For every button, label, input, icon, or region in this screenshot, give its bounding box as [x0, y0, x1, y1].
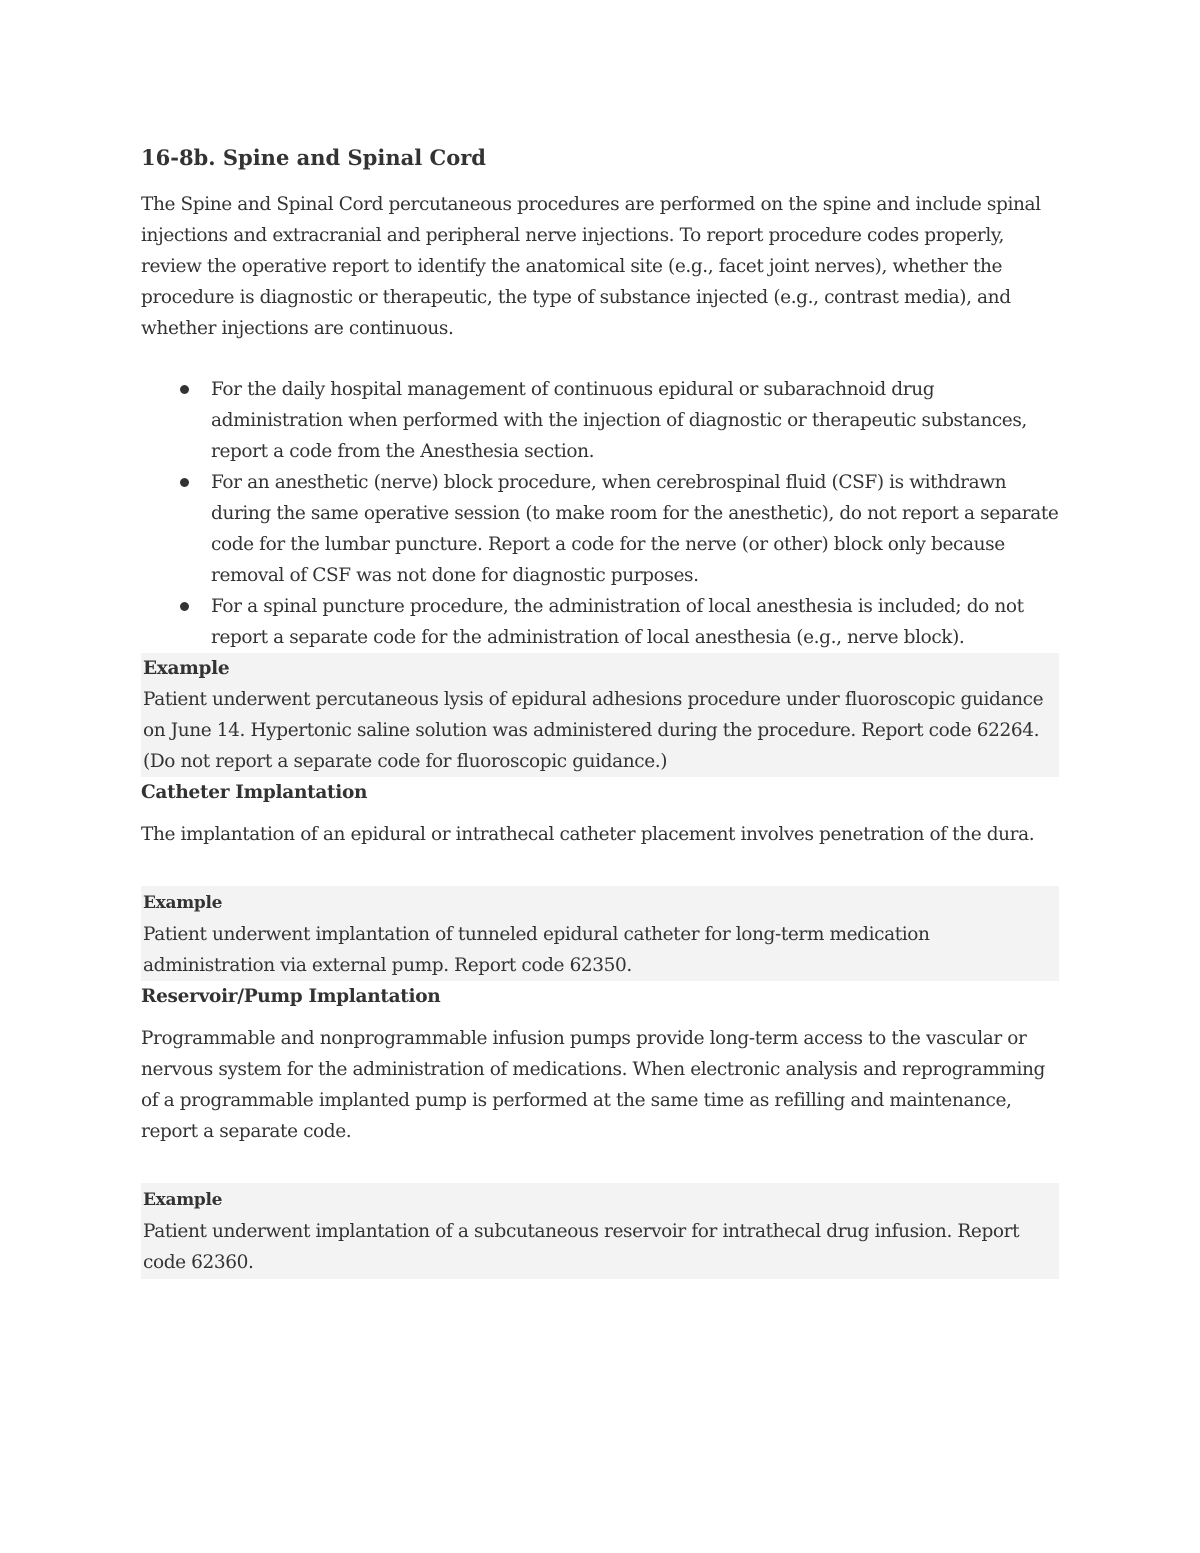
catheter-paragraph: The implantation of an epidural or intrathecal catheter placement involves penetration of the dura.: [141, 824, 1035, 845]
intro-paragraph: The Spine and Spinal Cord percutaneous procedures are performed on the spine and include spinal injections and extracranial and peripheral nerve injections. To report procedure codes properly, review the operative report to identify the anatomical site (e.g., facet joint nerves), whether the procedure is diagnostic or therapeutic, the type of substance injected (e.g., contrast media), and whether injections are continuous.: [141, 194, 1041, 339]
example-title: Example: [143, 893, 223, 913]
reservoir-paragraph: Programmable and nonprogrammable infusion pumps provide long-term access to the vascular or nervous system for the administration of medications. When electronic analysis and reprogramming of a programmable implanted pump is performed at the same time as refilling and maintenance, report a separate code.: [141, 1028, 1045, 1142]
example-box-reservoir: [141, 1183, 1059, 1279]
list-item-text: For an anesthetic (nerve) block procedure, when cerebrospinal fluid (CSF) is withdrawn during the same operative session (to make room for the anesthetic), do not report a separate code for the lumbar puncture. Report a code for the nerve (or other) block only because removal of CSF was not done for diagnostic purposes.: [211, 472, 1059, 586]
example-text: Patient underwent percutaneous lysis of epidural adhesions procedure under fluoroscopic guidance on June 14. Hypertonic saline solution was administered during the procedure. Report code 62264. (Do not report a separate code for fluoroscopic guidance.): [143, 689, 1044, 772]
bullet-icon: [180, 478, 189, 487]
list-item-text: For the daily hospital management of continuous epidural or subarachnoid drug administration when performed with the injection of diagnostic or therapeutic substances, report a code from the Anesthesia section.: [211, 379, 1027, 462]
section-heading: 16-8b. Spine and Spinal Cord: [141, 145, 486, 170]
spacer: [141, 850, 1059, 886]
guideline-list: [141, 374, 1059, 653]
list-item-text: For a spinal puncture procedure, the administration of local anesthesia is included; do not report a separate code for the administration of local anesthesia (e.g., nerve block).: [211, 596, 1024, 648]
example-text: Patient underwent implantation of tunneled epidural catheter for long-term medication administration via external pump. Report code 62350.: [143, 924, 930, 976]
bullet-icon: [180, 385, 189, 394]
example-title: Example: [143, 658, 230, 679]
catheter-heading: Catheter Implantation: [141, 782, 368, 803]
example-title: Example: [143, 1190, 223, 1210]
bullet-icon: [180, 602, 189, 611]
spacer: [141, 1147, 1059, 1183]
list-item: [141, 374, 1059, 467]
list-item: [141, 591, 1059, 653]
example-text: Patient underwent implantation of a subcutaneous reservoir for intrathecal drug infusion. Report code 62360.: [143, 1221, 1020, 1273]
example-box-catheter: [141, 886, 1059, 981]
document-page: [141, 140, 1059, 1279]
example-box-lysis: [141, 653, 1059, 777]
reservoir-heading: Reservoir/Pump Implantation: [141, 986, 441, 1007]
list-item: [141, 467, 1059, 591]
